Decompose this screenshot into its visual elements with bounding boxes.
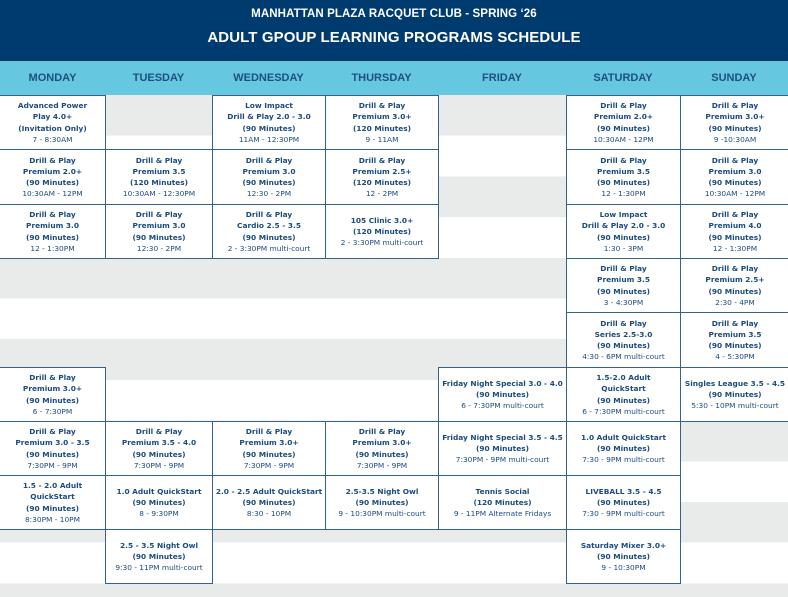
program-time: 12:30 - 2PM bbox=[136, 243, 182, 253]
program-duration: (90 Minutes) bbox=[476, 443, 529, 453]
day-header-row bbox=[0, 61, 788, 95]
program-cell bbox=[438, 421, 567, 476]
program-title: Drill & Play bbox=[711, 210, 759, 220]
program-cell bbox=[0, 149, 106, 205]
program-duration: (90 Minutes) bbox=[26, 395, 79, 405]
program-duration: (90 Minutes) bbox=[242, 449, 296, 459]
program-title: Drill & Play bbox=[135, 427, 183, 437]
program-title: 105 Clinic 3.0+ bbox=[350, 215, 414, 225]
program-title: Tennis Social bbox=[475, 486, 530, 496]
program-duration: (90 Minutes) bbox=[355, 497, 409, 507]
program-title: Friday Night Special 3.0 - 4.0 bbox=[442, 378, 563, 388]
program-time: 6 - 7:30PM multi-court bbox=[582, 406, 665, 416]
program-title: Premium 3.5 - 4.0 bbox=[121, 438, 197, 448]
program-cell bbox=[325, 95, 439, 150]
program-title: Drill & Play bbox=[600, 264, 647, 274]
program-duration: (120 Minutes) bbox=[352, 226, 412, 236]
program-time: 6 - 7:30PM bbox=[32, 406, 73, 416]
program-duration: (120 Minutes) bbox=[473, 497, 532, 507]
program-time: 5:30 - 10PM multi-court bbox=[691, 401, 779, 411]
program-title: Drill & Play bbox=[29, 155, 76, 165]
program-cell bbox=[212, 95, 326, 150]
program-cell bbox=[0, 95, 106, 150]
program-time: 12 - 1:30PM bbox=[30, 243, 75, 253]
program-title: Premium 2.0+ bbox=[593, 112, 654, 122]
program-cell bbox=[680, 258, 788, 313]
program-duration: (90 Minutes) bbox=[708, 123, 762, 133]
program-title: Low Impact bbox=[245, 101, 293, 111]
program-time: 10:30AM - 12:30PM bbox=[122, 189, 196, 199]
program-title: 1.0 Adult QuickStart bbox=[116, 486, 202, 496]
program-duration: (90 Minutes) bbox=[132, 497, 186, 507]
program-title: Drill & Play bbox=[29, 373, 76, 383]
program-title: Drill & Play bbox=[358, 155, 406, 165]
program-title: Drill & Play bbox=[358, 101, 406, 111]
program-title: Premium 3.5 bbox=[132, 166, 186, 176]
program-duration: (90 Minutes) bbox=[597, 178, 650, 187]
program-title: Play 4.0+ bbox=[32, 112, 73, 122]
program-title: Premium 2.5+ bbox=[352, 166, 412, 176]
program-title: Premium 3.0+ bbox=[352, 438, 412, 448]
program-cell bbox=[212, 149, 326, 205]
program-title: 1.0 Adult QuickStart bbox=[581, 432, 666, 442]
program-time: 7:30PM - 9PM multi-court bbox=[455, 455, 550, 465]
program-time: 6 - 7:30PM multi-court bbox=[461, 401, 544, 411]
day-header-wednesday: WEDNESDAY bbox=[233, 72, 304, 84]
program-title: Drill & Play bbox=[245, 210, 293, 220]
program-time: 1:30 - 3PM bbox=[603, 243, 644, 253]
program-cell bbox=[105, 204, 213, 259]
program-title: Drill & Play bbox=[29, 427, 76, 437]
program-cell bbox=[105, 475, 213, 530]
program-title: Premium 3.0 bbox=[26, 221, 79, 231]
program-time: 7:30PM - 9PM bbox=[133, 460, 185, 470]
program-cell bbox=[212, 421, 326, 476]
schedule-grid bbox=[0, 95, 788, 597]
program-title: Premium 2.5+ bbox=[705, 275, 765, 285]
program-title: Drill & Play bbox=[600, 155, 647, 165]
program-title: Premium 3.0+ bbox=[705, 112, 765, 122]
program-duration: (90 Minutes) bbox=[597, 443, 650, 453]
program-duration: (90 Minutes) bbox=[708, 178, 762, 187]
program-duration: (90 Minutes) bbox=[26, 232, 79, 242]
program-title: Drill & Play bbox=[711, 155, 759, 165]
program-cell bbox=[566, 529, 681, 584]
program-cell bbox=[105, 149, 213, 205]
program-duration: (120 Minutes) bbox=[352, 178, 412, 187]
program-title: Premium 3.5 bbox=[597, 275, 650, 285]
program-title: Drill & Play bbox=[600, 318, 647, 328]
program-title: 2.5-3.5 Night Owl bbox=[345, 486, 419, 496]
program-cell bbox=[438, 367, 567, 422]
program-time: 7 - 8:30AM bbox=[32, 134, 73, 144]
program-title: Premium 3.0+ bbox=[239, 438, 299, 448]
program-cell bbox=[325, 149, 439, 205]
program-title: Premium 3.0+ bbox=[352, 112, 412, 122]
program-duration: (90 Minutes) bbox=[708, 286, 762, 296]
program-duration: (90 Minutes) bbox=[242, 232, 296, 242]
program-title: Drill & Play bbox=[29, 210, 76, 220]
program-cell bbox=[105, 529, 213, 584]
program-cell bbox=[0, 367, 106, 422]
program-title: Saturday Mixer 3.0+ bbox=[580, 540, 667, 550]
program-cell bbox=[325, 421, 439, 476]
program-title: 1.5 - 2.0 Adult QuickStart bbox=[22, 481, 83, 502]
program-duration: (90 Minutes) bbox=[242, 497, 296, 507]
program-duration: (90 Minutes) bbox=[132, 551, 186, 561]
program-cell bbox=[325, 204, 439, 259]
program-time: 12 - 1:30PM bbox=[712, 243, 758, 253]
program-duration: (90 Minutes) bbox=[597, 395, 650, 405]
program-title: 2.0 - 2.5 Adult QuickStart bbox=[215, 486, 323, 496]
program-title: 1.5-2.0 Adult bbox=[596, 373, 651, 383]
program-cell bbox=[0, 204, 106, 259]
program-cell bbox=[325, 475, 439, 530]
program-time: 9 - 10:30PM bbox=[601, 563, 646, 573]
program-time: 4:30 - 6PM multi-court bbox=[582, 352, 665, 362]
program-duration: (90 Minutes) bbox=[597, 551, 650, 561]
day-header-monday: MONDAY bbox=[28, 72, 77, 84]
program-time: 9 - 11PM Alternate Fridays bbox=[453, 509, 552, 519]
program-cell bbox=[438, 475, 567, 530]
program-time: 9:30 - 11PM multi-court bbox=[115, 563, 203, 573]
program-time: 12:30 - 2PM bbox=[246, 189, 292, 199]
day-header-thursday: THURSDAY bbox=[351, 72, 412, 84]
program-time: 7:30PM - 9PM bbox=[243, 460, 295, 470]
program-cell bbox=[212, 475, 326, 530]
program-cell bbox=[566, 149, 681, 205]
program-time: 7:30 - 9PM multi-court bbox=[582, 455, 665, 465]
program-title: Singles League 3.5 - 4.5 bbox=[684, 378, 786, 388]
program-duration: (90 Minutes) bbox=[597, 123, 650, 133]
program-time: 7:30 - 9PM multi-court bbox=[582, 509, 665, 519]
program-title: Drill & Play bbox=[711, 101, 759, 111]
program-cell bbox=[566, 95, 681, 150]
program-time: 9 -10:30AM bbox=[713, 134, 757, 144]
program-title: Drill & Play bbox=[711, 318, 759, 328]
program-cell bbox=[566, 312, 681, 368]
program-time: 8:30PM - 10PM bbox=[24, 514, 81, 524]
program-title: Cardio 2.5 - 3.5 bbox=[237, 221, 301, 231]
program-duration: (90 Minutes) bbox=[242, 123, 296, 133]
program-duration: (90 Minutes) bbox=[132, 449, 186, 459]
program-title: Drill & Play 2.0 - 3.0 bbox=[581, 221, 666, 231]
program-duration: (90 Minutes) bbox=[708, 341, 762, 350]
program-title: Premium 3.0 bbox=[242, 166, 296, 176]
program-title: Drill & Play bbox=[245, 427, 293, 437]
program-time: 4 - 5:30PM bbox=[715, 352, 755, 362]
program-cell bbox=[680, 312, 788, 368]
program-cell bbox=[0, 421, 106, 476]
program-time: 2 - 3:30PM multi-court bbox=[340, 238, 424, 248]
program-duration: (90 Minutes) bbox=[597, 497, 650, 507]
program-duration: (90 Minutes) bbox=[26, 503, 79, 513]
program-title: LIVEBALL 3.5 - 4.5 bbox=[585, 486, 662, 496]
day-header-saturday: SATURDAY bbox=[593, 72, 653, 84]
program-duration: (90 Minutes) bbox=[597, 232, 650, 242]
program-time: 12 - 1:30PM bbox=[601, 189, 646, 199]
program-time: 3 - 4:30PM bbox=[603, 297, 644, 307]
program-note: (Invitation Only) bbox=[18, 123, 87, 133]
program-cell bbox=[105, 421, 213, 476]
program-cell bbox=[0, 475, 106, 530]
program-time: 12 - 2PM bbox=[365, 189, 399, 199]
program-duration: (120 Minutes) bbox=[352, 123, 412, 133]
program-duration: (90 Minutes) bbox=[597, 341, 650, 350]
day-header-sunday: SUNDAY bbox=[711, 72, 757, 84]
program-duration: (90 Minutes) bbox=[355, 449, 409, 459]
program-title: Premium 3.0 - 3.5 bbox=[15, 438, 90, 448]
program-time: 10:30AM - 12PM bbox=[22, 189, 83, 199]
program-title: Drill & Play bbox=[600, 101, 647, 111]
club-name: MANHATTAN PLAZA RACQUET CLUB - SPRING ‘26 bbox=[251, 8, 537, 20]
program-cell bbox=[566, 258, 681, 313]
program-duration: (90 Minutes) bbox=[597, 286, 650, 296]
program-title: Premium 3.0+ bbox=[22, 384, 83, 394]
program-cell bbox=[566, 421, 681, 476]
program-title: Friday Night Special 3.5 - 4.5 bbox=[442, 432, 563, 442]
program-duration: (90 Minutes) bbox=[708, 389, 762, 399]
program-duration: (120 Minutes) bbox=[129, 178, 189, 187]
program-title: Drill & Play bbox=[711, 264, 759, 274]
program-title: Premium 2.0+ bbox=[22, 166, 83, 176]
program-title: Premium 3.0 bbox=[132, 221, 186, 231]
program-title: Drill & Play bbox=[135, 155, 183, 165]
program-time: 7:30PM - 9PM bbox=[356, 460, 408, 470]
program-duration: (90 Minutes) bbox=[132, 232, 186, 242]
program-time: 2 - 3:30PM multi-court bbox=[227, 243, 311, 253]
program-cell bbox=[566, 367, 681, 422]
program-title: Drill & Play 2.0 - 3.0 bbox=[227, 112, 311, 122]
program-title: Drill & Play bbox=[135, 210, 183, 220]
program-time: 10:30AM - 12PM bbox=[593, 134, 654, 144]
program-title: Premium 3.5 bbox=[597, 166, 650, 176]
program-cell bbox=[566, 475, 681, 530]
program-duration: (90 Minutes) bbox=[26, 449, 79, 459]
program-duration: (90 Minutes) bbox=[476, 389, 529, 399]
page-header bbox=[0, 0, 788, 61]
program-time: 9 - 10:30PM multi-court bbox=[338, 509, 426, 519]
program-time: 2:30 - 4PM bbox=[715, 297, 755, 307]
program-title: Premium 4.0 bbox=[708, 221, 762, 231]
day-header-friday: FRIDAY bbox=[482, 72, 522, 84]
program-cell bbox=[680, 367, 788, 422]
program-title: Drill & Play bbox=[245, 155, 293, 165]
program-time: 8:30 - 10PM bbox=[246, 509, 292, 519]
program-title: QuickStart bbox=[601, 384, 646, 394]
program-time: 8 - 9:30PM bbox=[139, 509, 179, 519]
program-duration: (90 Minutes) bbox=[242, 178, 296, 187]
program-title: Premium 3.5 bbox=[708, 329, 762, 339]
program-title: 2.5 - 3.5 Night Owl bbox=[120, 540, 198, 550]
program-duration: (90 Minutes) bbox=[26, 178, 79, 187]
program-title: Series 2.5-3.0 bbox=[594, 329, 653, 339]
program-time: 10:30AM - 12PM bbox=[704, 189, 766, 199]
program-title: Drill & Play bbox=[358, 427, 406, 437]
program-cell bbox=[680, 149, 788, 205]
day-header-tuesday: TUESDAY bbox=[132, 72, 185, 84]
program-cell bbox=[212, 204, 326, 259]
program-title: Premium 3.0 bbox=[708, 166, 762, 176]
program-time: 7:30PM - 9PM bbox=[27, 460, 78, 470]
program-duration: (90 Minutes) bbox=[708, 232, 762, 242]
program-title: Low Impact bbox=[599, 210, 648, 220]
program-time: 9 - 11AM bbox=[365, 134, 399, 144]
program-cell bbox=[566, 204, 681, 259]
program-cell bbox=[680, 204, 788, 259]
program-title: Advanced Power bbox=[17, 101, 88, 111]
program-cell bbox=[680, 95, 788, 150]
program-time: 11AM - 12:30PM bbox=[238, 134, 300, 144]
page-title: ADULT GPOUP LEARNING PROGRAMS SCHEDULE bbox=[207, 29, 581, 46]
